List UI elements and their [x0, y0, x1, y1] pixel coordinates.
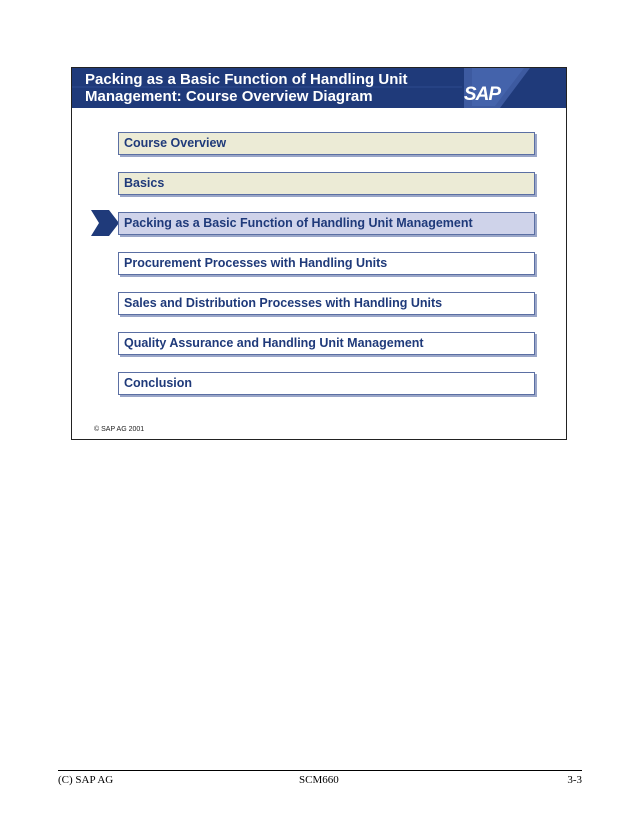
- overview-item: Sales and Distribution Processes with Handling Units: [118, 292, 535, 315]
- copyright-text: © SAP AG 2001: [94, 426, 145, 433]
- footer-divider: [58, 770, 582, 771]
- overview-item: Procurement Processes with Handling Units: [118, 252, 535, 275]
- slide-frame: [71, 67, 567, 440]
- title-line-2: Management: Course Overview Diagram: [85, 88, 373, 105]
- title-line-1: Packing as a Basic Function of Handling Unit: [85, 71, 408, 88]
- overview-item: Packing as a Basic Function of Handling Unit Management: [118, 212, 535, 235]
- footer-left: (C) SAP AG: [58, 774, 114, 786]
- page-title: [85, 71, 408, 105]
- overview-item: Basics: [118, 172, 535, 195]
- current-topic-arrow-icon: [91, 210, 119, 236]
- slide-header: [72, 68, 566, 108]
- overview-item: Course Overview: [118, 132, 535, 155]
- footer-page-number: 3-3: [567, 774, 582, 786]
- sap-logo: SAP: [463, 84, 500, 105]
- overview-item: Conclusion: [118, 372, 535, 395]
- overview-item: Quality Assurance and Handling Unit Management: [118, 332, 535, 355]
- footer-course-code: SCM660: [299, 774, 339, 786]
